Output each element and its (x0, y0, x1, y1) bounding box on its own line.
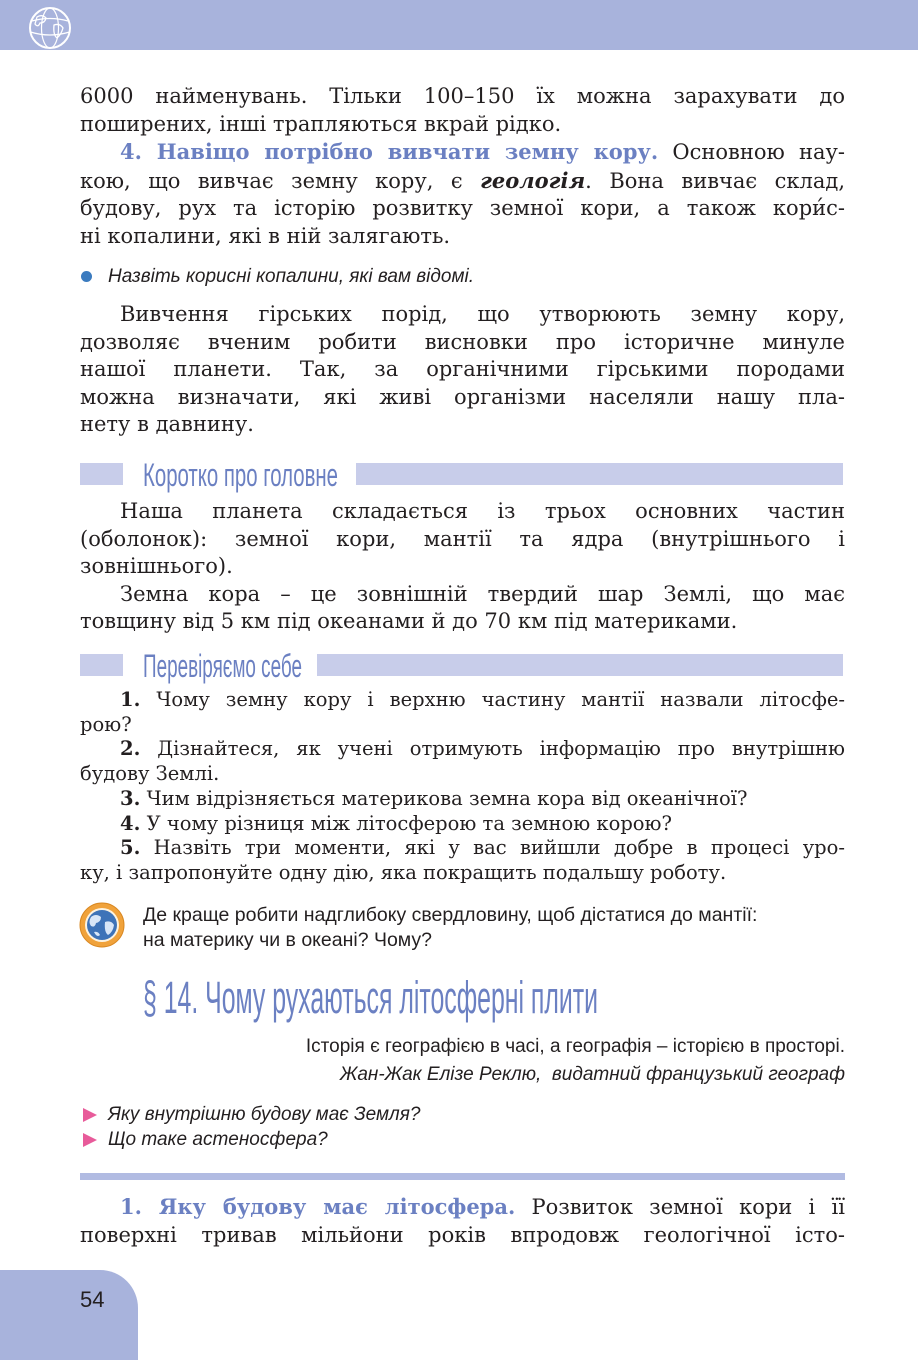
section-4-heading: 4. Навіщо потрібно вивчати земну кору. (120, 139, 659, 165)
epigraph-author: Жан-Жак Елізе Реклю, видатний французький географ (339, 1064, 845, 1085)
intro-question: Що таке астеносфера? (108, 1129, 328, 1150)
divider (80, 1173, 845, 1180)
question-number: 3. (120, 786, 141, 810)
question-line (80, 812, 845, 837)
question-number: 5. (120, 836, 141, 860)
text-line: 6000 найменувань. Тільки 100–150 їх можна зарахувати до (80, 84, 845, 108)
text-line: ні копалини, які в ній залягають. (80, 223, 451, 248)
question-text: Назвіть три моменти, які у вас вийшли добре в процесі уро- (153, 836, 845, 860)
text-line: Наша планета складається із трьох основних частин (120, 499, 845, 523)
triangle-bullet-icon (82, 1107, 98, 1123)
page-number-tab (0, 1270, 138, 1360)
rocks-paragraph (80, 301, 845, 439)
task-text: Назвіть корисні копалини, які вам відомі. (108, 266, 475, 287)
challenge-line: на материку чи в океані? Чому? (143, 929, 433, 951)
text-line: Земна кора – це зовнішній твердий шар Землі, що має (120, 581, 845, 606)
question-line (80, 836, 845, 861)
intro-text-block (80, 83, 845, 251)
subsection-1-text (80, 1193, 845, 1249)
text-fragment: кою, що вивчає земну кору, є (80, 168, 481, 193)
bullet-dot-icon (81, 271, 92, 282)
self-check-heading (143, 646, 308, 686)
question-line (80, 688, 845, 713)
text-line: Вивчення гірських порід, що утворюють земну кору, (120, 302, 845, 326)
subsection-1-first-line (80, 1193, 845, 1222)
question-line (80, 787, 845, 812)
text-line: нету в давнину. (80, 412, 254, 437)
term-geology: геологія (480, 167, 586, 193)
question-text: У чому різниця між літосферою та земною корою? (146, 811, 672, 835)
page-number: 54 (80, 1287, 105, 1312)
globe-badge-icon (79, 902, 125, 948)
text-line: товщину від 5 км під океанами й до 70 км під материками. (80, 609, 738, 634)
heading-bar-right (317, 654, 843, 676)
text-line: нашої планети. Так, за органічними гірськими породами (80, 357, 845, 382)
section-4-first-line (80, 138, 845, 167)
text-line: (оболонок): земної кори, мантії та ядра (внутрішнього і (80, 526, 845, 551)
question-text: Дізнайтеся, як учені отримують інформацію про внутрішню (157, 737, 845, 761)
summary-text (80, 498, 845, 636)
self-check-questions (80, 688, 845, 886)
question-line: будову Землі. (80, 762, 220, 786)
text-line: зовнішнього). (80, 554, 233, 579)
text-fragment: Розвиток земної кори і її (515, 1195, 845, 1219)
question-number: 4. (120, 811, 141, 835)
question-line: рою? (80, 712, 132, 736)
text-line (80, 167, 845, 196)
text-line: дозволяє вченим робити висновки про історичне минуле (80, 329, 845, 354)
paragraph-title (143, 972, 605, 1026)
challenge-text (143, 903, 845, 953)
text-line: поверхні тривав мільйони років впродовж геологічної істо- (80, 1222, 845, 1247)
summary-heading (143, 455, 343, 495)
text-fragment: Основною нау- (658, 140, 845, 165)
heading-bar-right (356, 463, 843, 485)
text-line: будову, рух та історію розвитку земної кори, а також кори́с- (80, 196, 845, 221)
question-text: Чому земну кору і верхню частину мантії назвали літосфе- (156, 688, 845, 711)
challenge-line: Де краще робити надглибоку свердловину, щоб дістатися до мантії: (143, 904, 758, 926)
heading-bar-left (80, 463, 123, 485)
self-check-heading-text: Перевіряємо себе (143, 648, 302, 684)
text-fragment: . Вона вивчає склад, (585, 168, 846, 193)
triangle-bullet-icon (82, 1132, 98, 1148)
intro-question: Яку внутрішню будову має Земля? (108, 1104, 421, 1125)
question-text: Чим відрізняється материкова земна кора від океанічної? (146, 786, 748, 810)
top-band (0, 0, 918, 50)
question-line (80, 737, 845, 762)
subsection-1-heading: 1. Яку будову має літосфера. (120, 1194, 516, 1219)
question-number: 2. (120, 737, 141, 761)
globe-icon (27, 5, 73, 51)
epigraph-quote: Історія є географією в часі, а географія – історією в просторі. (305, 1036, 845, 1057)
text-line: поширених, інші трапляються вкрай рідко. (80, 111, 562, 136)
question-number: 1. (120, 688, 141, 711)
summary-heading-text: Коротко про головне (143, 457, 338, 493)
question-line: ку, і запропонуйте одну дію, яка покращить подальшу роботу. (80, 860, 727, 884)
heading-bar-left (80, 654, 123, 676)
text-line: можна визначати, які живі організми населяли нашу пла- (80, 384, 845, 409)
paragraph-title-text: § 14. Чому рухаються літосферні плити (143, 972, 598, 1023)
